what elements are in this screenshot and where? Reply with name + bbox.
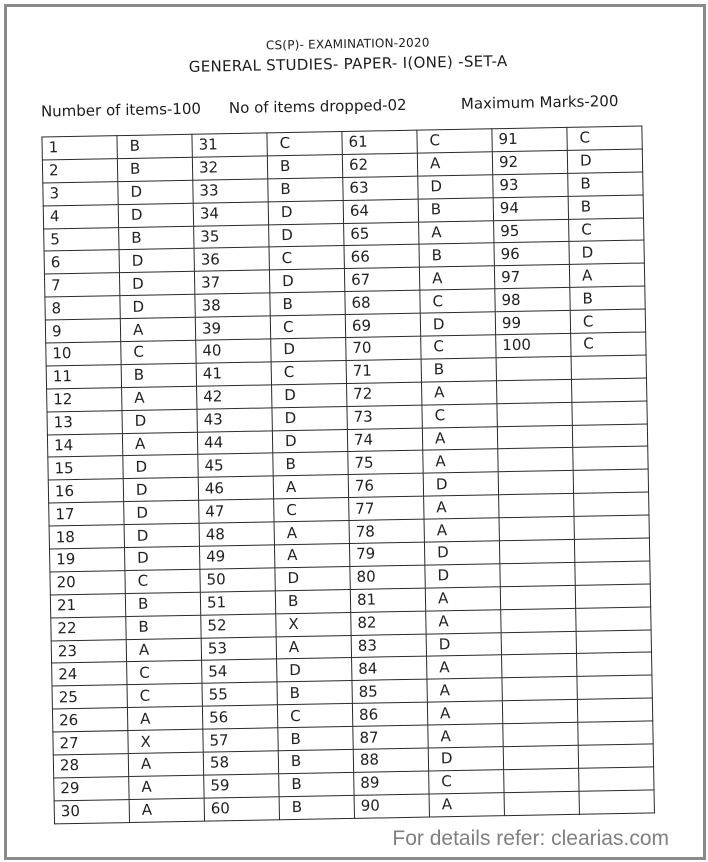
question-number: 2 xyxy=(42,159,117,183)
answer-cell: A xyxy=(429,793,504,817)
question-number: 17 xyxy=(49,502,124,526)
answer-cell: B xyxy=(121,363,196,387)
answer-cell: C xyxy=(277,704,352,728)
question-number: 3 xyxy=(43,181,118,205)
empty-cell xyxy=(499,539,574,563)
question-number: 68 xyxy=(345,290,420,314)
question-number: 74 xyxy=(347,428,422,452)
answer-cell: D xyxy=(124,523,199,547)
answer-cell: B xyxy=(277,681,352,705)
question-number: 30 xyxy=(54,799,129,823)
empty-cell xyxy=(502,654,577,678)
answer-cell: D xyxy=(119,272,194,296)
question-number: 80 xyxy=(350,565,425,589)
question-number: 73 xyxy=(347,405,422,429)
answer-cell: A xyxy=(427,678,502,702)
question-number: 77 xyxy=(349,496,424,520)
question-number: 16 xyxy=(48,479,123,503)
question-number: 43 xyxy=(197,408,272,432)
question-number: 99 xyxy=(495,311,570,335)
question-number: 90 xyxy=(354,794,429,818)
question-number: 93 xyxy=(493,173,568,197)
answer-cell: A xyxy=(122,386,197,410)
answer-cell: D xyxy=(271,338,346,362)
empty-cell xyxy=(497,425,572,449)
question-number: 22 xyxy=(51,616,126,640)
answer-cell: B xyxy=(279,772,354,796)
answer-cell: A xyxy=(122,432,197,456)
question-number: 34 xyxy=(193,202,268,226)
question-number: 6 xyxy=(44,250,119,274)
answer-cell: D xyxy=(123,478,198,502)
question-number: 62 xyxy=(342,153,417,177)
question-number: 45 xyxy=(198,453,273,477)
empty-cell xyxy=(575,584,650,608)
question-number: 97 xyxy=(494,265,569,289)
question-number: 40 xyxy=(196,339,271,363)
empty-cell xyxy=(571,378,646,402)
answer-cell: D xyxy=(118,180,193,204)
question-number: 78 xyxy=(349,519,424,543)
answer-cell: D xyxy=(425,564,500,588)
empty-cell xyxy=(498,448,573,472)
question-number: 38 xyxy=(195,293,270,317)
answer-cell: B xyxy=(570,286,645,310)
empty-cell xyxy=(574,492,649,516)
question-number: 26 xyxy=(52,708,127,732)
answer-cell: A xyxy=(424,495,499,519)
empty-cell xyxy=(504,768,579,792)
number-of-items: Number of items-100 xyxy=(40,99,202,121)
answer-cell: D xyxy=(122,409,197,433)
empty-cell xyxy=(501,631,576,655)
answer-cell: A xyxy=(427,655,502,679)
items-dropped: No of items dropped-02 xyxy=(228,95,407,118)
question-number: 46 xyxy=(198,476,273,500)
answer-cell: D xyxy=(272,383,347,407)
paper-title: GENERAL STUDIES- PAPER- I(ONE) -SET-A xyxy=(188,51,508,76)
empty-cell xyxy=(574,515,649,539)
question-number: 51 xyxy=(200,591,275,615)
empty-cell xyxy=(573,446,648,470)
empty-cell xyxy=(575,561,650,585)
question-number: 83 xyxy=(351,634,426,658)
answer-cell: B xyxy=(273,452,348,476)
question-number: 28 xyxy=(53,754,128,778)
question-number: 69 xyxy=(345,313,420,337)
answer-cell: A xyxy=(424,518,499,542)
question-number: 44 xyxy=(197,430,272,454)
question-number: 61 xyxy=(342,130,417,154)
question-number: 98 xyxy=(495,288,570,312)
answer-cell: A xyxy=(419,266,494,290)
answer-cell: A xyxy=(129,775,204,799)
question-number: 19 xyxy=(50,548,125,572)
answer-cell: B xyxy=(568,172,643,196)
question-number: 36 xyxy=(194,247,269,271)
empty-cell xyxy=(578,744,653,768)
question-number: 32 xyxy=(192,156,267,180)
question-number: 96 xyxy=(494,242,569,266)
answer-cell: A xyxy=(427,701,502,725)
question-number: 39 xyxy=(195,316,270,340)
answer-cell: D xyxy=(269,269,344,293)
empty-cell xyxy=(579,790,654,814)
question-number: 55 xyxy=(202,682,277,706)
question-number: 71 xyxy=(346,359,421,383)
answer-cell: D xyxy=(124,500,199,524)
question-number: 41 xyxy=(196,362,271,386)
question-number: 56 xyxy=(202,705,277,729)
question-number: 72 xyxy=(347,382,422,406)
question-number: 87 xyxy=(353,725,428,749)
empty-cell xyxy=(572,424,647,448)
question-number: 23 xyxy=(51,639,126,663)
empty-cell xyxy=(572,401,647,425)
question-number: 57 xyxy=(203,728,278,752)
empty-cell xyxy=(571,355,646,379)
answer-cell: D xyxy=(418,175,493,199)
answer-cell: C xyxy=(417,129,492,153)
question-number: 59 xyxy=(204,774,279,798)
question-number: 27 xyxy=(53,731,128,755)
question-number: 11 xyxy=(46,365,121,389)
answer-cell: C xyxy=(571,332,646,356)
answer-cell: D xyxy=(277,658,352,682)
question-number: 76 xyxy=(348,473,423,497)
answer-cell: B xyxy=(267,154,342,178)
answer-cell: D xyxy=(268,200,343,224)
answer-cell: D xyxy=(123,455,198,479)
answer-cell: C xyxy=(121,340,196,364)
answer-cell: A xyxy=(128,752,203,776)
answer-cell: A xyxy=(428,724,503,748)
question-number: 12 xyxy=(47,387,122,411)
answer-cell: C xyxy=(567,126,642,150)
question-number: 65 xyxy=(344,222,419,246)
answer-cell: B xyxy=(270,292,345,316)
question-number: 50 xyxy=(200,568,275,592)
answer-cell: C xyxy=(127,661,202,685)
question-number: 52 xyxy=(201,614,276,638)
answer-cell: B xyxy=(279,795,354,819)
question-number: 79 xyxy=(349,542,424,566)
question-number: 75 xyxy=(348,451,423,475)
answer-cell: D xyxy=(118,203,193,227)
question-number: 15 xyxy=(48,456,123,480)
question-number: 53 xyxy=(201,636,276,660)
empty-cell xyxy=(496,356,571,380)
empty-cell xyxy=(496,379,571,403)
question-number: 67 xyxy=(344,267,419,291)
question-number: 20 xyxy=(50,571,125,595)
answer-cell: X xyxy=(276,612,351,636)
answer-cell: D xyxy=(569,240,644,264)
answer-cell: D xyxy=(272,429,347,453)
answer-cell: B xyxy=(418,197,493,221)
answer-cell: B xyxy=(568,195,643,219)
answer-cell: A xyxy=(274,544,349,568)
empty-cell xyxy=(576,607,651,631)
question-number: 54 xyxy=(202,659,277,683)
question-number: 94 xyxy=(493,196,568,220)
answer-cell: A xyxy=(276,635,351,659)
answer-cell: B xyxy=(278,727,353,751)
question-number: 21 xyxy=(50,593,125,617)
empty-cell xyxy=(577,675,652,699)
question-number: 4 xyxy=(43,204,118,228)
answer-cell: B xyxy=(119,226,194,250)
question-number: 24 xyxy=(52,662,127,686)
question-number: 8 xyxy=(45,296,120,320)
empty-cell xyxy=(497,402,572,426)
question-number: 95 xyxy=(494,219,569,243)
question-number: 49 xyxy=(199,545,274,569)
answer-cell: A xyxy=(274,521,349,545)
answer-cell: B xyxy=(117,157,192,181)
question-number: 5 xyxy=(44,227,119,251)
empty-cell xyxy=(499,494,574,518)
question-number: 66 xyxy=(344,245,419,269)
answer-cell: D xyxy=(272,406,347,430)
answer-cell: D xyxy=(423,472,498,496)
question-number: 64 xyxy=(343,199,418,223)
answer-cell: A xyxy=(569,263,644,287)
question-number: 18 xyxy=(49,525,124,549)
answer-cell: C xyxy=(422,403,497,427)
answer-cell: C xyxy=(429,770,504,794)
answer-cell: C xyxy=(127,684,202,708)
question-number: 10 xyxy=(46,342,121,366)
empty-cell xyxy=(502,677,577,701)
answer-cell: B xyxy=(421,358,496,382)
question-number: 48 xyxy=(199,522,274,546)
exam-name: CS(P)- EXAMINATION-2020 xyxy=(265,35,430,53)
answer-cell: C xyxy=(270,315,345,339)
source-footer: For details refer: clearias.com xyxy=(392,827,669,850)
answer-cell: B xyxy=(117,134,192,158)
empty-cell xyxy=(502,700,577,724)
answer-cell: B xyxy=(125,592,200,616)
question-number: 7 xyxy=(44,273,119,297)
answer-cell: A xyxy=(425,587,500,611)
question-number: 35 xyxy=(194,224,269,248)
empty-cell xyxy=(503,722,578,746)
question-number: 33 xyxy=(193,179,268,203)
empty-cell xyxy=(577,652,652,676)
answer-cell: D xyxy=(124,546,199,570)
empty-cell xyxy=(499,516,574,540)
question-number: 29 xyxy=(54,776,129,800)
answer-cell: C xyxy=(271,360,346,384)
answer-cell: D xyxy=(269,223,344,247)
answer-cell: D xyxy=(426,632,501,656)
maximum-marks: Maximum Marks-200 xyxy=(460,91,619,113)
answer-cell: A xyxy=(426,609,501,633)
answer-cell: B xyxy=(268,177,343,201)
answer-cell: A xyxy=(129,798,204,822)
question-number: 92 xyxy=(492,150,567,174)
question-number: 63 xyxy=(343,176,418,200)
answer-cell: C xyxy=(125,569,200,593)
question-number: 37 xyxy=(194,270,269,294)
answer-cell: D xyxy=(119,249,194,273)
empty-cell xyxy=(577,698,652,722)
empty-cell xyxy=(573,469,648,493)
answer-key-table xyxy=(41,126,655,825)
question-number: 47 xyxy=(199,499,274,523)
answer-cell: D xyxy=(567,149,642,173)
question-number: 86 xyxy=(352,702,427,726)
answer-cell: B xyxy=(126,615,201,639)
answer-cell: A xyxy=(422,381,497,405)
question-number: 9 xyxy=(45,319,120,343)
question-number: 91 xyxy=(492,127,567,151)
answer-cell: C xyxy=(269,246,344,270)
answer-cell: C xyxy=(421,335,496,359)
empty-cell xyxy=(501,608,576,632)
answer-cell: B xyxy=(419,243,494,267)
question-number: 13 xyxy=(47,410,122,434)
empty-cell xyxy=(576,630,651,654)
empty-cell xyxy=(503,745,578,769)
question-number: 1 xyxy=(42,136,117,160)
question-number: 100 xyxy=(496,333,571,357)
question-number: 70 xyxy=(346,336,421,360)
scanned-document xyxy=(4,4,706,860)
empty-cell xyxy=(500,585,575,609)
question-number: 89 xyxy=(354,771,429,795)
empty-cell xyxy=(504,791,579,815)
answer-cell: D xyxy=(420,312,495,336)
answer-cell: A xyxy=(417,152,492,176)
answer-cell: A xyxy=(120,317,195,341)
question-number: 58 xyxy=(203,751,278,775)
question-number: 14 xyxy=(47,433,122,457)
answer-cell: A xyxy=(273,475,348,499)
answer-cell: C xyxy=(569,218,644,242)
question-number: 82 xyxy=(351,611,426,635)
answer-cell: C xyxy=(267,132,342,156)
answer-cell: D xyxy=(120,294,195,318)
answer-cell: A xyxy=(127,706,202,730)
empty-cell xyxy=(498,471,573,495)
answer-cell: A xyxy=(422,426,497,450)
question-number: 88 xyxy=(353,748,428,772)
answer-cell: C xyxy=(274,498,349,522)
answer-cell: D xyxy=(428,747,503,771)
answer-cell: C xyxy=(570,309,645,333)
question-number: 31 xyxy=(192,133,267,157)
answer-cell: D xyxy=(275,566,350,590)
answer-key-sheet xyxy=(4,4,706,860)
empty-cell xyxy=(578,721,653,745)
answer-cell: X xyxy=(128,729,203,753)
empty-cell xyxy=(500,562,575,586)
answer-cell: A xyxy=(423,449,498,473)
answer-cell: B xyxy=(278,749,353,773)
answer-cell: A xyxy=(419,220,494,244)
question-number: 42 xyxy=(197,385,272,409)
question-number: 85 xyxy=(352,679,427,703)
question-number: 81 xyxy=(350,588,425,612)
question-number: 25 xyxy=(52,685,127,709)
answer-cell: A xyxy=(126,638,201,662)
answer-cell: B xyxy=(275,589,350,613)
answer-cell: C xyxy=(420,289,495,313)
answer-cell: D xyxy=(424,541,499,565)
empty-cell xyxy=(574,538,649,562)
question-number: 60 xyxy=(204,797,279,821)
empty-cell xyxy=(579,767,654,791)
question-number: 84 xyxy=(352,657,427,681)
